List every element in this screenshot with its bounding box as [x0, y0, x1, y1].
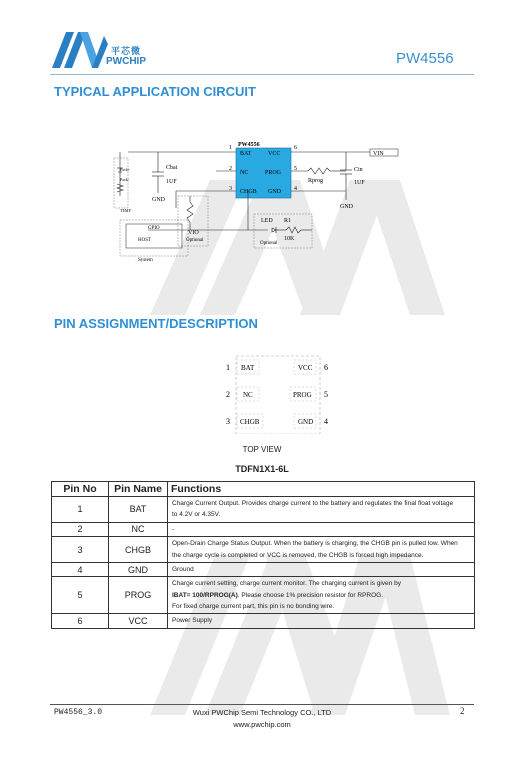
table-row	[52, 497, 475, 523]
function-line: For fixed charge current part, this pin is no bonding wire.	[172, 603, 335, 610]
label-temp: TEMP	[120, 208, 131, 213]
ic-pin-chgb: CHGB	[240, 189, 257, 195]
pkg-pin-name-nc: NC	[243, 391, 253, 399]
company-website: www.pwchip.com	[233, 720, 291, 729]
header-divider	[50, 74, 474, 75]
pin-name: VCC	[109, 614, 168, 628]
label-gnd-left: GND	[152, 197, 165, 203]
label-vin: VIN	[373, 151, 384, 157]
label-optional-vio: Optional	[186, 238, 204, 243]
function-line: IBAT= 100/RPROG(A). Please choose 1% precision resistor for RPROG.	[172, 591, 384, 599]
pin-function	[168, 577, 475, 614]
label-pack-minus: Pack-	[120, 177, 130, 182]
label-cbat: Cbat	[166, 165, 178, 171]
function-line: Power Supply	[172, 617, 213, 625]
pin-name: PROG	[109, 577, 168, 614]
logo-chinese-text: 平芯微	[111, 47, 142, 57]
pin-num-1: 1	[229, 145, 232, 151]
table-row	[52, 537, 475, 563]
company-logo	[52, 30, 108, 70]
pin-num-2: 2	[229, 166, 232, 172]
pin-no: 5	[52, 577, 109, 614]
ic-pin-bat: BAT	[240, 151, 252, 157]
pkg-pin-name-vcc: VCC	[298, 364, 313, 372]
company-name: Wuxi PWChip Semi Technology CO., LTD	[192, 708, 332, 717]
ic-name: PW4556	[238, 142, 260, 148]
pin-name: CHGB	[109, 537, 168, 563]
pkg-pin-num-1: 1	[226, 363, 230, 372]
pin-no: 6	[52, 614, 109, 628]
table-row	[52, 522, 475, 536]
table-row	[52, 614, 475, 628]
top-view-label: TOP VIEW	[242, 445, 282, 454]
pin-no: 2	[52, 522, 109, 536]
ic-pin-gnd: GND	[268, 189, 281, 195]
pin-num-6: 6	[294, 145, 297, 151]
function-line: Charge Current Output. Provides charge current to the battery and regulates the final float voltage	[172, 500, 454, 507]
page-number: 2	[460, 706, 465, 716]
function-line: Ground	[172, 565, 194, 573]
ic-pin-vcc: VCC	[268, 151, 281, 157]
footer-divider	[50, 704, 474, 705]
package-name: TDFN1X1-6L	[235, 464, 289, 474]
label-pack-plus: Pack+	[120, 167, 131, 172]
pin-name: BAT	[109, 497, 168, 523]
section-title-circuit: TYPICAL APPLICATION CIRCUIT	[54, 84, 256, 99]
pin-function	[168, 614, 475, 628]
label-system: System	[138, 258, 153, 263]
label-cbat-value: 1UF	[166, 179, 177, 185]
function-line: Charge current setting, charge current monitor. The charging current is given by	[172, 580, 401, 588]
function-line: to 4.2V or 4.35V.	[172, 511, 221, 519]
pin-function	[168, 562, 475, 576]
pin-name: NC	[109, 522, 168, 536]
pin-name: GND	[109, 562, 168, 576]
pin-num-5: 5	[294, 166, 297, 172]
pkg-pin-name-gnd: GND	[298, 418, 314, 426]
pkg-pin-num-5: 5	[324, 390, 328, 399]
pin-no: 4	[52, 562, 109, 576]
label-r1-value: 10K	[284, 236, 295, 242]
document-version: PW4556_3.0	[54, 708, 103, 717]
label-vio: VIO	[188, 230, 199, 236]
pkg-pin-name-chgb: CHGB	[240, 418, 260, 426]
ic-pin-nc: NC	[240, 170, 249, 176]
label-r1: R1	[284, 218, 292, 224]
pin-num-4: 4	[294, 186, 297, 192]
pkg-pin-name-prog: PROG	[293, 391, 312, 399]
header-functions: Functions	[168, 482, 475, 497]
pin-function	[168, 537, 475, 563]
label-host: HOST	[138, 238, 152, 243]
section-title-pins: PIN ASSIGNMENT/DESCRIPTION	[54, 316, 258, 331]
table-header-row	[52, 482, 475, 497]
function-line-part: Please choose 1% precision resistor for RPROG.	[241, 591, 384, 599]
pkg-pin-num-6: 6	[324, 363, 328, 372]
table-row	[52, 562, 475, 576]
label-gnd-right: GND	[340, 204, 353, 210]
pin-description-table	[51, 481, 475, 629]
label-gpio: GPIO	[148, 226, 160, 231]
ic-pin-prog: PROG	[265, 170, 282, 176]
logo-english-text: PWCHIP	[106, 56, 146, 67]
header-pin-name: Pin Name	[109, 482, 168, 497]
pin-num-3: 3	[229, 186, 232, 192]
pin-no: 3	[52, 537, 109, 563]
label-rprog: Rprog	[308, 178, 323, 184]
pkg-pin-num-4: 4	[324, 417, 328, 426]
pkg-pin-num-2: 2	[226, 390, 230, 399]
pkg-pin-num-3: 3	[226, 417, 230, 426]
application-circuit	[108, 138, 408, 268]
package-drawing	[222, 354, 332, 434]
pin-function	[168, 522, 475, 536]
label-optional-led: Optional	[260, 241, 278, 246]
label-cin-value: 1UF	[354, 180, 365, 186]
pin-function	[168, 497, 475, 523]
label-cin: Cin	[354, 167, 363, 173]
part-number: PW4556	[396, 50, 454, 67]
function-line: Open-Drain Charge Status Output. When the battery is charging, the CHGB pin is pulled low. When	[172, 540, 458, 548]
pin-no: 1	[52, 497, 109, 523]
function-line: -	[172, 525, 175, 533]
pkg-pin-name-bat: BAT	[241, 364, 255, 372]
label-led: LED	[261, 218, 273, 224]
header-pin-no: Pin No	[52, 482, 109, 497]
charge-current-formula: IBAT= 100/RPROG(A)	[172, 591, 238, 599]
table-row	[52, 577, 475, 614]
function-line: the charge cycle is completed or VCC is removed, the CHGB is forced high impedance.	[172, 551, 424, 559]
